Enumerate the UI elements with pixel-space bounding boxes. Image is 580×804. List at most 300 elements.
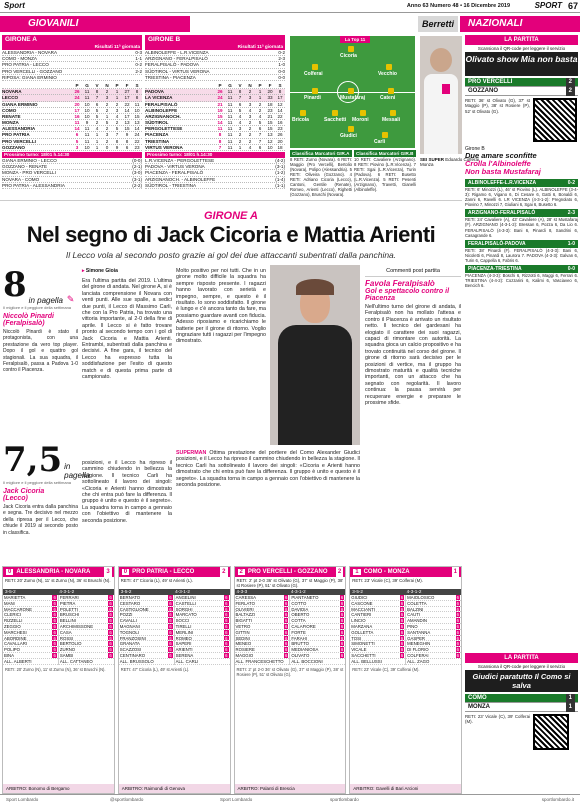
player-vote: 6 bbox=[53, 629, 56, 635]
stat-cell: 15 bbox=[217, 113, 223, 119]
divider bbox=[0, 200, 462, 201]
article-author: ▸ Simone Gioia bbox=[82, 268, 118, 274]
header-col: V bbox=[238, 82, 242, 88]
stat-cell: 3 bbox=[248, 113, 252, 119]
player-vote: 6 bbox=[53, 623, 56, 629]
stat-cell: 24 bbox=[74, 95, 80, 101]
stat-cell: 23 bbox=[277, 126, 283, 132]
header-col: S bbox=[135, 82, 139, 88]
header-col: P bbox=[218, 82, 222, 88]
header-col: P bbox=[258, 82, 262, 88]
stat-cell: 10 bbox=[84, 101, 90, 107]
player-name: BINA bbox=[4, 652, 15, 658]
player-vote: 6 bbox=[53, 595, 56, 600]
stat-cell: 2 bbox=[105, 126, 109, 132]
match-title: ARZIGNANO-FERALPISALÒ bbox=[468, 210, 536, 217]
player-name: FARAHI bbox=[291, 635, 307, 641]
match-score: 1-0 bbox=[567, 240, 575, 247]
player-vote: 6 bbox=[400, 641, 404, 647]
header-col: S bbox=[278, 82, 282, 88]
stat-cell: 23 bbox=[134, 144, 140, 150]
sidebar-match-head bbox=[465, 265, 578, 273]
stat-cell: 11 bbox=[227, 95, 233, 101]
player-vote: 6 bbox=[109, 635, 112, 641]
result-row bbox=[145, 75, 285, 81]
player-name: CASTELLI bbox=[175, 600, 196, 606]
match-box bbox=[118, 566, 231, 794]
stat-cell: 33 bbox=[267, 95, 273, 101]
lineup-row bbox=[119, 659, 174, 665]
team-name: ALBINOLEFFE bbox=[145, 107, 178, 113]
match-title: PRO VERCELLI - GOZZANO bbox=[247, 569, 328, 575]
stat-cell: 10 bbox=[84, 113, 90, 119]
home-lineup bbox=[235, 595, 291, 665]
player-name: BALZINI bbox=[407, 606, 424, 612]
vote-1-value: 8 bbox=[3, 265, 27, 305]
article-caption-box bbox=[176, 450, 360, 560]
match-name: ALESSANDRIA - NOVARA bbox=[2, 50, 58, 55]
stat-cell: 2 bbox=[105, 138, 109, 144]
header-col: G bbox=[228, 82, 232, 88]
player-vote: 6 bbox=[109, 652, 112, 658]
arbitro: ARBITRO: Raimondi di Genova bbox=[119, 784, 230, 793]
player-jersey-icon bbox=[348, 88, 354, 94]
stat-cell: 13 bbox=[267, 132, 273, 138]
stat-cell: 9 bbox=[125, 132, 129, 138]
stat-cell: 6 bbox=[75, 132, 79, 138]
vote-1-caption: Il migliore e il peggiore della settimana bbox=[3, 305, 72, 310]
player-vote: 6 bbox=[53, 647, 56, 653]
stat-cell: 12 bbox=[267, 138, 273, 144]
player-vote: 6 bbox=[284, 652, 288, 658]
player-name: ROSIERE bbox=[235, 647, 255, 653]
stat-cell: 22 bbox=[134, 138, 140, 144]
player-name: GIUDICI bbox=[351, 595, 368, 600]
stat-cell: 20 bbox=[267, 89, 273, 95]
qr-code-icon[interactable] bbox=[533, 714, 569, 750]
match-score: (4-2) bbox=[275, 158, 285, 163]
stat-cell: 11 bbox=[227, 144, 233, 150]
lineups bbox=[235, 595, 346, 665]
player-name: ALL. CARLI bbox=[175, 658, 199, 664]
match-name: COMO - MONZA bbox=[2, 56, 37, 62]
commenti-box bbox=[365, 268, 461, 544]
stat-cell: 13 bbox=[134, 120, 140, 126]
match-name: GOZZANO - RENATE bbox=[2, 164, 48, 170]
match-name: ARZIGNANOCH. - ALBINOLEFFE bbox=[145, 176, 216, 182]
player-name: LINCIO bbox=[351, 618, 366, 624]
girone-a-results bbox=[2, 50, 142, 81]
stat-cell: 2 bbox=[248, 132, 252, 138]
stat-cell: 5 bbox=[238, 107, 242, 113]
lineups bbox=[119, 595, 230, 665]
stat-cell: 11 bbox=[134, 101, 140, 107]
stat-cell: 11 bbox=[84, 89, 90, 95]
stat-cell: 9 bbox=[85, 120, 89, 126]
player-vote: 6 bbox=[456, 647, 459, 653]
partita2-sub: Scansiona il QR-code per leggere il servizio bbox=[477, 664, 566, 669]
girone-b-head: Due amare sconfitte bbox=[465, 151, 537, 160]
match-score: (1-4) bbox=[275, 176, 285, 182]
player-name: FRANZOSINI bbox=[119, 635, 146, 641]
stat-cell: 16 bbox=[74, 113, 80, 119]
player-vote: 6 bbox=[225, 618, 228, 624]
lineup-row bbox=[406, 659, 461, 665]
section-giovanili: GIOVANILI bbox=[0, 16, 190, 32]
player-name: ALL. BELLUSSI bbox=[351, 658, 382, 664]
girone-a-title: GIRONE A bbox=[2, 35, 142, 44]
home-formation: 3-5-2 bbox=[5, 589, 16, 594]
stat-cell: 18 bbox=[277, 144, 283, 150]
commenti-subhead: Gol e spettacolo contro il Piacenza bbox=[365, 288, 450, 302]
player-vote: 6 bbox=[53, 612, 56, 618]
stat-cell: 13 bbox=[124, 120, 130, 126]
team-name: COMO bbox=[468, 695, 487, 701]
stat-cell: 27 bbox=[124, 89, 130, 95]
match-title: COMO - MONZA bbox=[363, 569, 410, 575]
player-name: Pinardi bbox=[304, 95, 321, 101]
player-name: CASCONE bbox=[351, 600, 373, 606]
home-lineup bbox=[350, 595, 406, 665]
player-vote: 6 bbox=[400, 647, 404, 653]
player-name: SERENA bbox=[175, 652, 194, 658]
player-vote: 6 bbox=[109, 618, 112, 624]
stat-cell: 2 bbox=[248, 126, 252, 132]
player-vote: 6 bbox=[109, 606, 112, 612]
stat-cell: 15 bbox=[124, 126, 130, 132]
photo-giudici bbox=[270, 265, 360, 445]
partita-title: LA PARTITA bbox=[465, 35, 578, 45]
match-box-head bbox=[350, 567, 461, 577]
player-vote: 6 bbox=[456, 641, 459, 647]
match-score: 2-3 bbox=[278, 56, 285, 62]
player-name: ROMEO bbox=[175, 635, 192, 641]
stat-cell: 11 bbox=[84, 95, 90, 101]
marcatori-b-title: Classifica Marcatori GIR.B bbox=[354, 150, 416, 157]
player-name: CAUTI bbox=[407, 612, 421, 618]
player-name: FERRARI bbox=[59, 595, 79, 600]
player-name: CAVALLARI bbox=[4, 641, 28, 647]
player-name: POLIPO bbox=[4, 647, 21, 653]
away-lineup bbox=[175, 595, 230, 665]
stat-cell: 7 bbox=[258, 138, 262, 144]
stat-cell: 11 bbox=[227, 132, 233, 138]
stat-cell: 9 bbox=[115, 144, 119, 150]
player-name: BERTOLIO bbox=[59, 641, 82, 647]
player-vote: 6 bbox=[109, 623, 112, 629]
marcatori-a-text: 8 RETI: Zurno (Novara). 6 RETI: Maggio (Pro Vercelli), Bertolio (Novara), Polipo (Alessandria). 5 RETI: Oliveira (Gozzano). 4 RETI: Adriano Cicoria (Lecco), Cantoni, Gentile (Renate), Romeo, Arienti (Lecco), Righetti (Gozzano), Bruschi (Novara). bbox=[290, 157, 352, 197]
stat-cell: 2 bbox=[105, 89, 109, 95]
stat-cell: 18 bbox=[267, 101, 273, 107]
header-col: V bbox=[95, 82, 99, 88]
player-vote: 6 bbox=[53, 652, 56, 658]
caption-text: Ottima prestazione del portiere del Como Alexander Giudici bbox=[209, 450, 360, 456]
player-name: Messali bbox=[382, 117, 401, 123]
player-name: COLFERAI bbox=[407, 652, 429, 658]
arbitro: ARBITRO: Gavelli di Bari Arcioni bbox=[350, 784, 461, 793]
player-name: MACCIANTI bbox=[351, 606, 375, 612]
stat-cell: 2 bbox=[248, 89, 252, 95]
stat-cell: 17 bbox=[277, 95, 283, 101]
player-name: Cicoria bbox=[340, 53, 357, 59]
stat-cell: 8 bbox=[278, 89, 282, 95]
page-footer bbox=[0, 794, 580, 804]
stat-cell: 11 bbox=[227, 138, 233, 144]
next-row bbox=[145, 183, 285, 189]
header-col: N bbox=[248, 82, 252, 88]
match-score: (2-1) bbox=[132, 164, 142, 170]
vote-2-value: 7,5 bbox=[3, 440, 63, 480]
match-box-head bbox=[119, 567, 230, 577]
stat-cell: 3 bbox=[75, 144, 79, 150]
player-vote: 6 bbox=[456, 623, 459, 629]
stat-cell: 10 bbox=[267, 144, 273, 150]
stat-cell: 2 bbox=[258, 107, 262, 113]
stat-cell: 15 bbox=[267, 126, 273, 132]
player-name: SORGHI bbox=[175, 606, 193, 612]
player-vote: 6 bbox=[109, 629, 112, 635]
jersey-shape bbox=[278, 325, 352, 445]
match-score: (3-1) bbox=[275, 164, 285, 170]
team-score: 1 bbox=[566, 694, 575, 703]
player-name: TOGNOLI bbox=[119, 629, 140, 635]
match-box-head bbox=[3, 567, 114, 577]
match-notes: RETI: 23' Vicale (C), 39' Colferai (M). bbox=[352, 666, 420, 672]
player-name: SACCHETTI bbox=[351, 652, 376, 658]
player-name: Mustafaraj bbox=[340, 95, 366, 101]
arbitro: ARBITRO: Palanti di Brescia bbox=[235, 784, 346, 793]
stat-cell: 1 bbox=[115, 95, 119, 101]
player-name: DI FLORIO bbox=[407, 647, 429, 653]
header-col: P bbox=[75, 82, 79, 88]
player-name: Giudici bbox=[340, 133, 357, 139]
stat-cell: 15 bbox=[134, 113, 140, 119]
player-name: GITTIN bbox=[235, 629, 250, 635]
partita-sub: Scansiona il QR-code per leggere il servizio bbox=[477, 46, 566, 51]
player-jersey-icon bbox=[332, 110, 338, 116]
player-name: BRUTTO bbox=[291, 641, 309, 647]
player-name: VICALE bbox=[351, 647, 367, 653]
player-name: MENEO bbox=[235, 641, 252, 647]
stat-cell: 2 bbox=[238, 132, 242, 138]
stat-cell: 3 bbox=[105, 132, 109, 138]
away-score: 3 bbox=[106, 569, 110, 575]
match-score: (1-2) bbox=[275, 170, 285, 176]
qr-code-icon[interactable] bbox=[533, 98, 577, 142]
player-vote: 6 bbox=[284, 618, 288, 624]
stat-cell: 11 bbox=[84, 126, 90, 132]
player-vote: 6 bbox=[169, 600, 172, 606]
vote-1-sub: in pagella bbox=[28, 296, 63, 305]
team-score: 1 bbox=[566, 703, 575, 712]
player-vote: 6 bbox=[340, 629, 344, 635]
header-col: P bbox=[115, 82, 119, 88]
home-lineup bbox=[119, 595, 175, 665]
player-name: ALL. CATTANEO bbox=[59, 658, 93, 664]
stat-cell: 21 bbox=[217, 101, 223, 107]
match-reti: RETI: 23' Vicale (C), 39' Colferai (M). bbox=[352, 578, 423, 583]
stat-cell: 5 bbox=[95, 113, 99, 119]
partita2-title: LA PARTITA bbox=[465, 653, 578, 663]
partita2-box bbox=[465, 653, 578, 750]
jersey-shape bbox=[424, 74, 458, 154]
away-formation: 4-3-1-2 bbox=[290, 589, 306, 594]
player-name: CENTINARO bbox=[119, 652, 146, 658]
sidebar-match-text: RETI: 38' Pinardi (F). FERALPISALÒ (4-3-3): Bani 6, Nicoletti 6, Pinardi 8, Laurora 7. PADOVA (4-3-3): Galvan 6, Turin 6, Cappella 6, Fabris 6. bbox=[465, 247, 578, 263]
stat-cell: 20 bbox=[277, 138, 283, 144]
stat-cell: 1 bbox=[95, 138, 99, 144]
player-name: TOSI bbox=[351, 635, 362, 641]
home-formation: 3-5-2 bbox=[120, 589, 132, 594]
player-name: GOLLETTA bbox=[351, 629, 374, 635]
girone-a-next-label: Prossimo turno: 18/01 h.14:30 bbox=[2, 152, 142, 158]
stat-cell: 4 bbox=[248, 144, 252, 150]
match-name: PIACENZA - FERALPISALÒ bbox=[145, 170, 204, 176]
player-vote: 6 bbox=[400, 595, 404, 600]
girone-b-panel bbox=[145, 35, 285, 189]
player-vote: 6 bbox=[400, 623, 404, 629]
girone-b-results bbox=[145, 50, 285, 81]
stat-cell: 11 bbox=[84, 132, 90, 138]
match-score: 0-2 bbox=[135, 62, 142, 68]
player-name: MARCATO bbox=[175, 612, 197, 618]
pencil-icon: ✎ bbox=[66, 294, 75, 304]
stat-cell: 2 bbox=[248, 138, 252, 144]
player-vote: 6 bbox=[169, 635, 172, 641]
player-vote: 6 bbox=[225, 595, 228, 600]
player-vote: 6 bbox=[169, 595, 172, 600]
player-jersey-icon bbox=[348, 126, 354, 132]
player-jersey-icon bbox=[312, 88, 318, 94]
matchup-row bbox=[465, 703, 578, 712]
stat-cell: 4 bbox=[258, 113, 262, 119]
team-name: LECCO bbox=[2, 95, 19, 101]
stat-cell: 17 bbox=[124, 113, 130, 119]
section-berretti: Berretti bbox=[418, 16, 458, 32]
article-body-1b: posizioni, e il Lecco ha ripreso il cammino chiudendo in bellezza la stagione. Il tecnico Carli ha sottolineato il lavoro dei singoli: «Cicoria e Arienti hanno dimostrato che chi entra può fare la differenza. Il gruppo è unito e questo è il segreto». La squadra torna in campo a gennaio con l'obiettivo di mantenere la seconda posizione. bbox=[82, 460, 172, 524]
team-name: MONZA bbox=[2, 120, 19, 126]
stat-cell: 7 bbox=[258, 132, 262, 138]
player-name: BRUSCHI bbox=[59, 612, 80, 618]
stat-cell: 8 bbox=[135, 95, 139, 101]
player-vote: 6 bbox=[284, 641, 288, 647]
player-name: Bricola bbox=[292, 117, 309, 123]
player-name: ALL. BOCCIONI bbox=[291, 658, 323, 664]
result-row bbox=[2, 75, 142, 81]
stat-cell: 26 bbox=[74, 89, 80, 95]
player-name: SAPERI bbox=[175, 641, 192, 647]
player-vote: 6 bbox=[340, 641, 344, 647]
team-name: GOZZANO bbox=[468, 88, 498, 94]
stat-cell: 7 bbox=[95, 95, 99, 101]
stat-cell: 24 bbox=[217, 95, 223, 101]
player-vote: 6 bbox=[225, 606, 228, 612]
match-name: FERALPISALÒ - PADOVA bbox=[145, 62, 199, 68]
stat-cell: 11 bbox=[227, 120, 233, 126]
player-jersey-icon bbox=[388, 88, 394, 94]
player-name: AMANDIN bbox=[407, 618, 427, 624]
player-vote: 6 bbox=[284, 635, 288, 641]
player-name: ARCHIMISSONE bbox=[59, 623, 94, 629]
player-name: Cateni bbox=[380, 95, 396, 101]
sidebar-match-text: RETI: 24' Cavaliere (A), 43' Cavaliere (A), 28' st Mustafaraj (F). ARZIGNANO (4-3-1-2): Bressan 6, Pozza 6, Da Lio 6. FERALPISALÒ (4-3-3): Bani 6, Pinardi 8, Sandrini 6, Casagrande 6. bbox=[465, 217, 578, 238]
match-score: 0-2 bbox=[567, 180, 575, 186]
player-vote: 6 bbox=[340, 652, 344, 658]
match-score: 1-0 bbox=[278, 62, 285, 68]
player-name: CARESSA bbox=[235, 595, 257, 600]
player-name: OBERTO bbox=[291, 612, 310, 618]
player-name: CASA bbox=[59, 629, 72, 635]
top11-field bbox=[290, 36, 415, 148]
player-vote: 6 bbox=[284, 647, 288, 653]
girone-b-next-label: Prossimo turno: 18/01 h.14:30 bbox=[145, 152, 285, 158]
vote-1-name: Niccolò Pinardi bbox=[3, 313, 54, 320]
stat-cell: 10 bbox=[134, 107, 140, 113]
player-vote: 6 bbox=[225, 600, 228, 606]
player-name: ZURNO bbox=[59, 647, 76, 653]
article-subtitle: Il Lecco vola al secondo posto grazie ai gol dei due attaccanti subentrati dalla panchina. bbox=[65, 250, 397, 260]
team-name: SÜDTIROL bbox=[145, 120, 169, 126]
stat-cell: 2 bbox=[248, 120, 252, 126]
vote-2-caption: Il migliore e il peggiore della settimana bbox=[3, 480, 72, 485]
next-row bbox=[2, 183, 142, 189]
stat-cell: 2 bbox=[115, 101, 119, 107]
stat-cell: 3 bbox=[238, 126, 242, 132]
match-name: RIPOSA: GIANA ERMINIO bbox=[2, 74, 57, 80]
vote-2-sub: in pagella bbox=[64, 462, 90, 480]
team-name: RENATE bbox=[2, 113, 21, 119]
player-vote: 6 bbox=[225, 635, 228, 641]
stat-cell: 14 bbox=[74, 126, 80, 132]
match-name: SÜDTIROL - TRIESTINA bbox=[145, 182, 197, 188]
match-score: 2-3 bbox=[567, 210, 575, 217]
match-score: (2-2) bbox=[132, 182, 142, 188]
lineup-row bbox=[175, 659, 230, 665]
away-score: 2 bbox=[222, 569, 226, 575]
header-col: F bbox=[125, 82, 129, 88]
player-photo-colferai bbox=[420, 36, 462, 154]
match-score: 0-0 bbox=[278, 74, 285, 80]
page-header bbox=[0, 0, 580, 13]
footer-left: Sport Lombardo bbox=[6, 797, 39, 802]
match-score: (3-1) bbox=[132, 176, 142, 182]
stat-cell: 1 bbox=[258, 89, 262, 95]
match-name: PADOVA - VIRTUS VERONA bbox=[145, 164, 205, 170]
player-name: BERNATO bbox=[119, 595, 141, 600]
top11-title: La Top 11 bbox=[340, 36, 370, 43]
player-name: OLIVIERI bbox=[235, 606, 254, 612]
player-vote: 6 bbox=[456, 652, 459, 658]
player-vote: 6 bbox=[284, 606, 288, 612]
team-name: FERALPISALÒ bbox=[145, 101, 178, 107]
player-vote: 6 bbox=[109, 595, 112, 600]
home-formation: 4-3-3 bbox=[236, 589, 248, 594]
girone-a-next bbox=[2, 158, 142, 189]
player-name: ALL. ALBERTI bbox=[4, 658, 32, 664]
player-name: BIGATTI bbox=[235, 618, 252, 624]
match-box-head bbox=[235, 567, 346, 577]
match-name: PRO VERCELLI - GOZZANO bbox=[2, 68, 63, 74]
stat-cell: 6 bbox=[258, 144, 262, 150]
lineup-row bbox=[350, 659, 405, 665]
team-name: PIACENZA bbox=[145, 132, 169, 138]
stat-cell: 10 bbox=[84, 107, 90, 113]
team-name: COMO bbox=[2, 107, 17, 113]
stat-cell: 10 bbox=[84, 144, 90, 150]
girone-b-next bbox=[145, 158, 285, 189]
player-name: SOCCI bbox=[175, 618, 190, 624]
stat-cell: 2 bbox=[105, 107, 109, 113]
